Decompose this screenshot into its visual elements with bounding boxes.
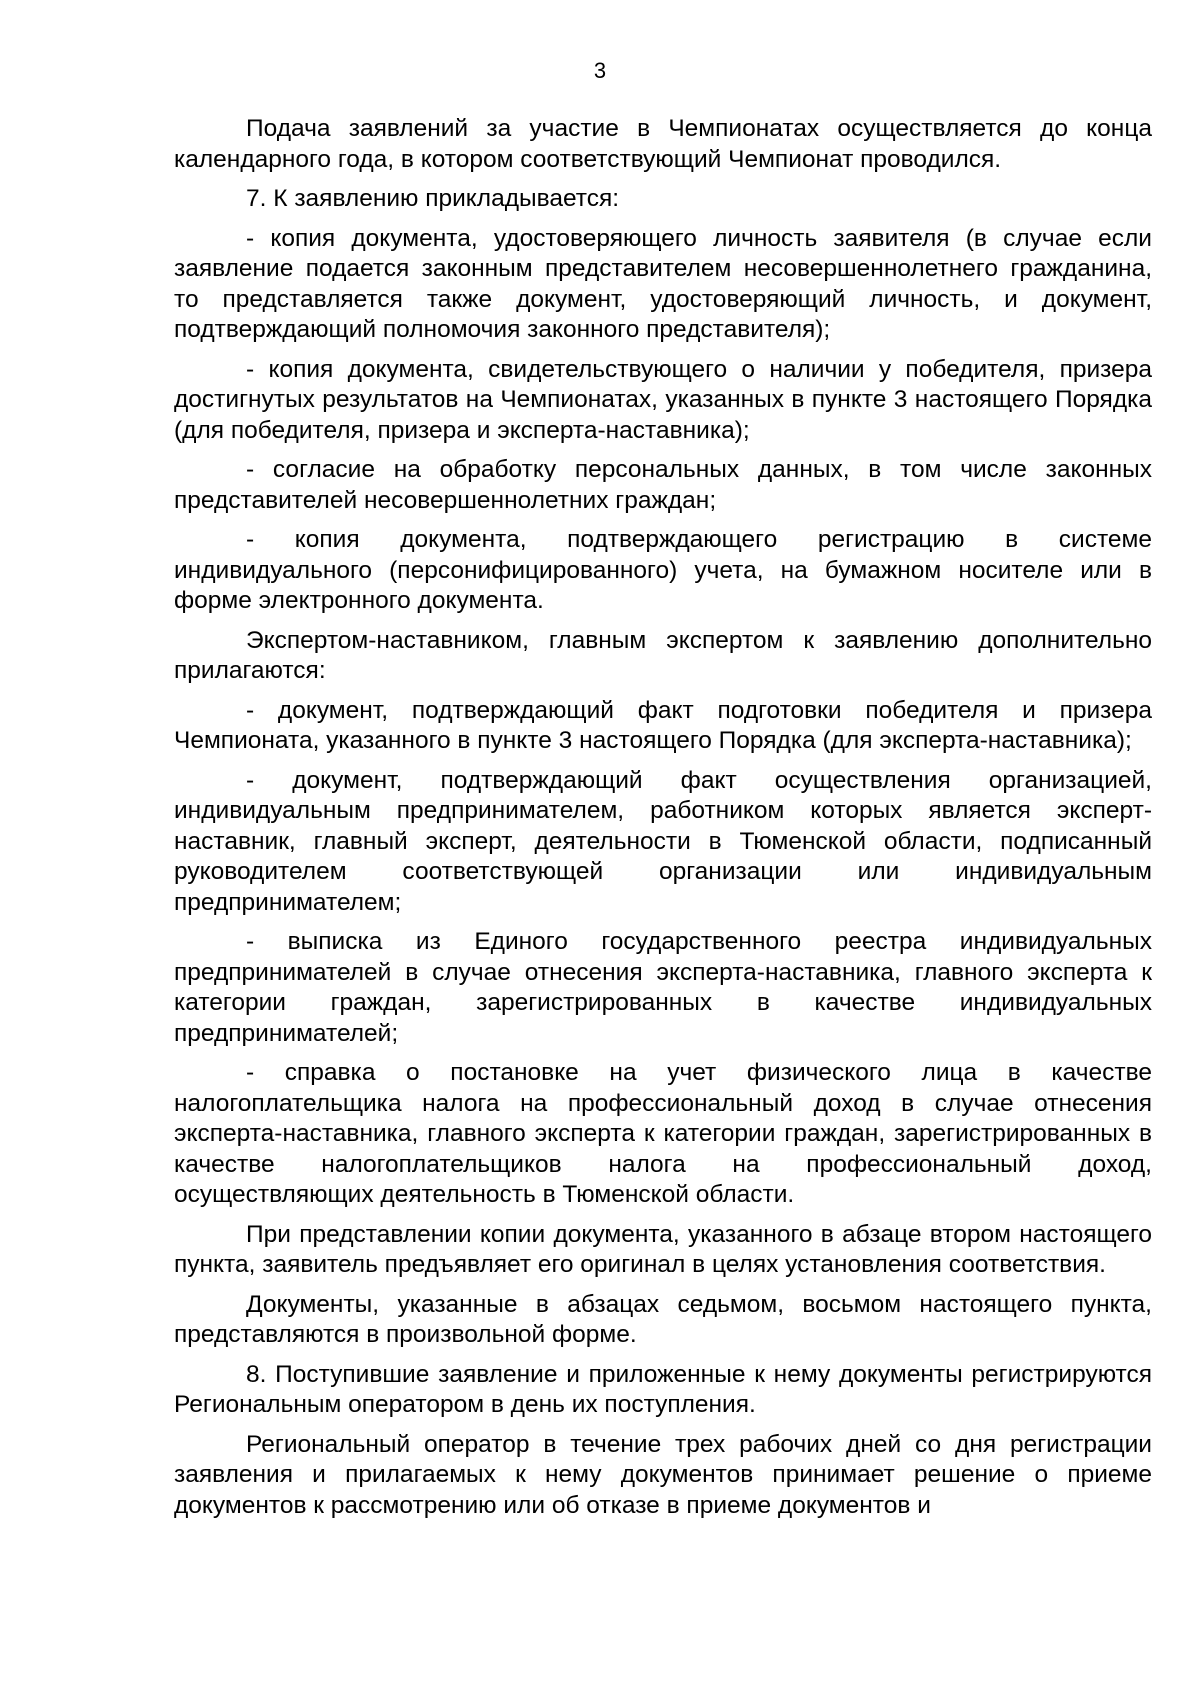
paragraph-item-7-heading: 7. К заявлению прикладывается: <box>246 185 620 212</box>
page-number: 3 <box>593 58 607 83</box>
paragraph-item-8-registration: 8. Поступившие заявление и приложенные к нему документы регистрируются Региональным оператором в день их поступления. <box>174 1360 1152 1418</box>
list-item-tax-certificate: - справка о постановке на учет физического лица в качестве налогоплательщика налога на профессиональный доход в случае отнесения эксперта-наставника, главного эксперта к категории граждан, зарегистрированных в качестве налогоплательщиков налога на профессиональный доход, осуществляющих деятельность в Тюменской области. <box>174 1059 1152 1208</box>
list-item-training-document: - документ, подтверждающий факт подготовки победителя и призера Чемпионата, указанного в пункте 3 настоящего Порядка (для эксперта-наставника); <box>174 696 1152 754</box>
paragraph-expert-attachments: Экспертом-наставником, главным экспертом к заявлению дополнительно прилагаются: <box>174 626 1152 684</box>
paragraph-application-deadline: Подача заявлений за участие в Чемпионатах осуществляется до конца календарного года, в котором соответствующий Чемпионат проводился. <box>174 115 1152 173</box>
document-body <box>174 114 1152 1530</box>
list-item-registration-document: - копия документа, подтверждающего регистрацию в системе индивидуального (персонифицированного) учета, на бумажном носителе или в форме электронного документа. <box>174 526 1152 614</box>
list-item-registry-extract: - выписка из Единого государственного реестра индивидуальных предпринимателей в случае отнесения эксперта-наставника, главного эксперта к категории граждан, зарегистрированных в качестве индивидуальных предпринимателей; <box>174 928 1152 1047</box>
paragraph-operator-decision: Региональный оператор в течение трех рабочих дней со дня регистрации заявления и прилагаемых к нему документов принимает решение о приеме документов к рассмотрению или об отказе в приеме документов и <box>174 1430 1152 1519</box>
list-item-identity-document: - копия документа, удостоверяющего личность заявителя (в случае если заявление подается законным представителем несовершеннолетнего гражданина, то представляется также документ, удостоверяющий личность, и документ, подтверждающий полномочия законного представителя); <box>174 224 1152 343</box>
paragraph-original-presentation: При представлении копии документа, указанного в абзаце втором настоящего пункта, заявитель предъявляет его оригинал в целях установления соответствия. <box>174 1220 1152 1278</box>
paragraph-arbitrary-form: Документы, указанные в абзацах седьмом, восьмом настоящего пункта, представляются в произвольной форме. <box>174 1290 1152 1348</box>
list-item-results-document: - копия документа, свидетельствующего о наличии у победителя, призера достигнутых результатов на Чемпионатах, указанных в пункте 3 настоящего Порядка (для победителя, призера и эксперта-наставника); <box>174 355 1152 444</box>
list-item-data-consent: - согласие на обработку персональных данных, в том числе законных представителей несовершеннолетних граждан; <box>174 456 1152 514</box>
list-item-activity-document: - документ, подтверждающий факт осуществления организацией, индивидуальным предпринимателем, работником которых является эксперт-наставник, главный эксперт, деятельности в Тюменской области, подписанный руководителем соответствующей организации или индивидуальным предпринимателем; <box>174 766 1152 916</box>
